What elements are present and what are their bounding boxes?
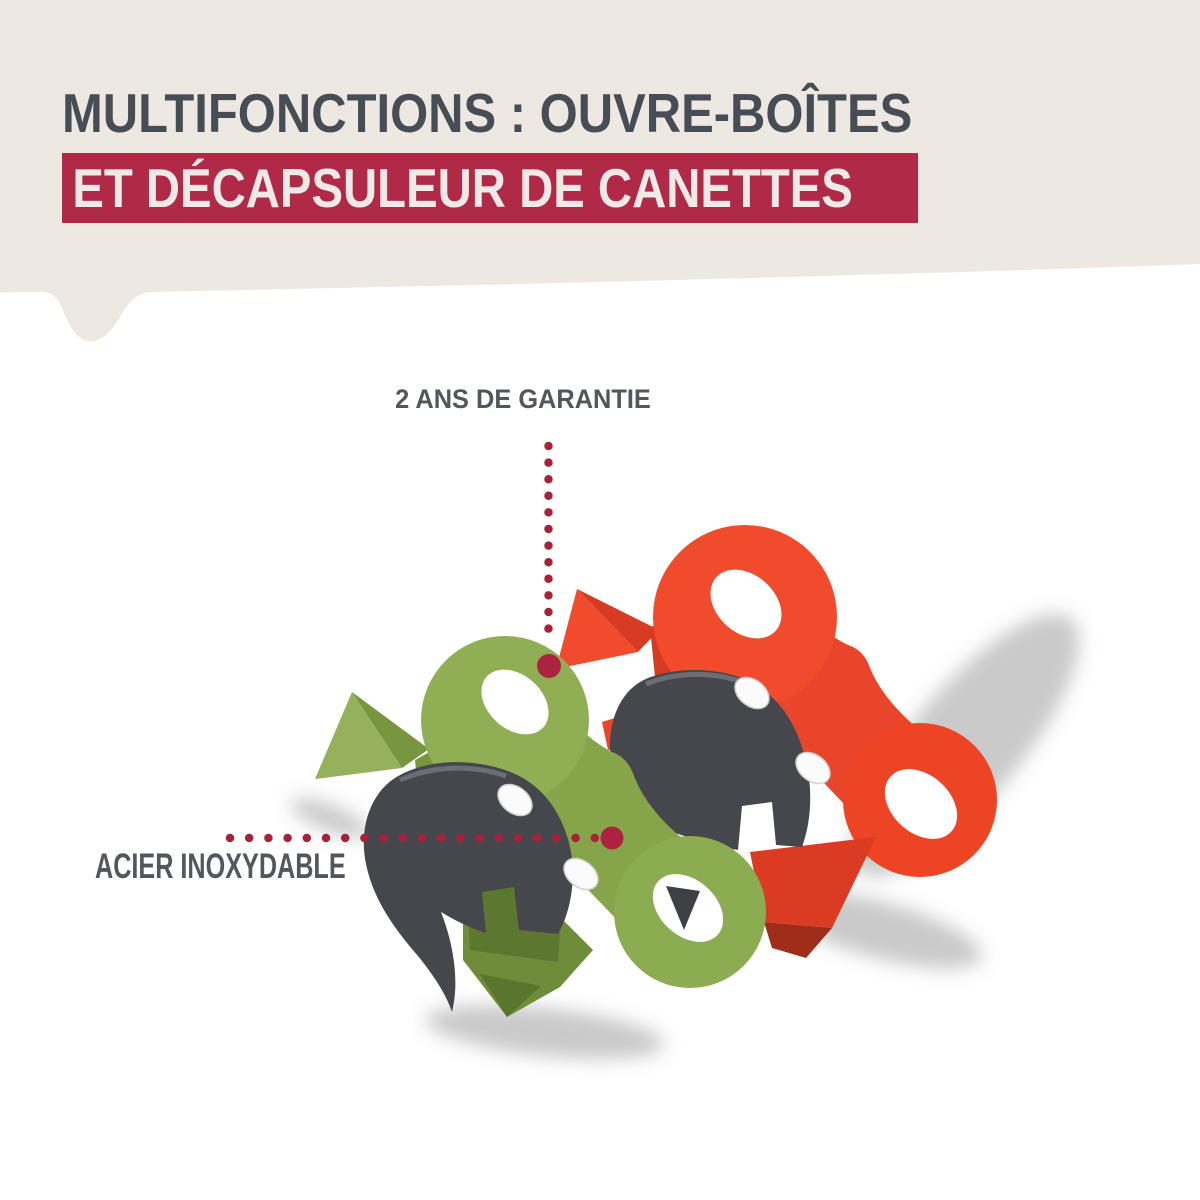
warranty-label: 2 ANS DE GARANTIE — [395, 384, 651, 414]
headline-line2: ET DÉCAPSULEUR DE CANETTES — [72, 157, 853, 219]
red-bottom-fold-deep — [764, 922, 832, 958]
material-endpoint-dot — [601, 827, 624, 850]
headline-line1: MULTIFONCTIONS : OUVRE-BOÎTES — [62, 82, 913, 144]
headline-banner — [62, 153, 918, 223]
material-label: ACIER INOXYDABLE — [95, 847, 346, 886]
warranty-leader — [537, 446, 561, 678]
warranty-endpoint-dot — [537, 654, 561, 678]
